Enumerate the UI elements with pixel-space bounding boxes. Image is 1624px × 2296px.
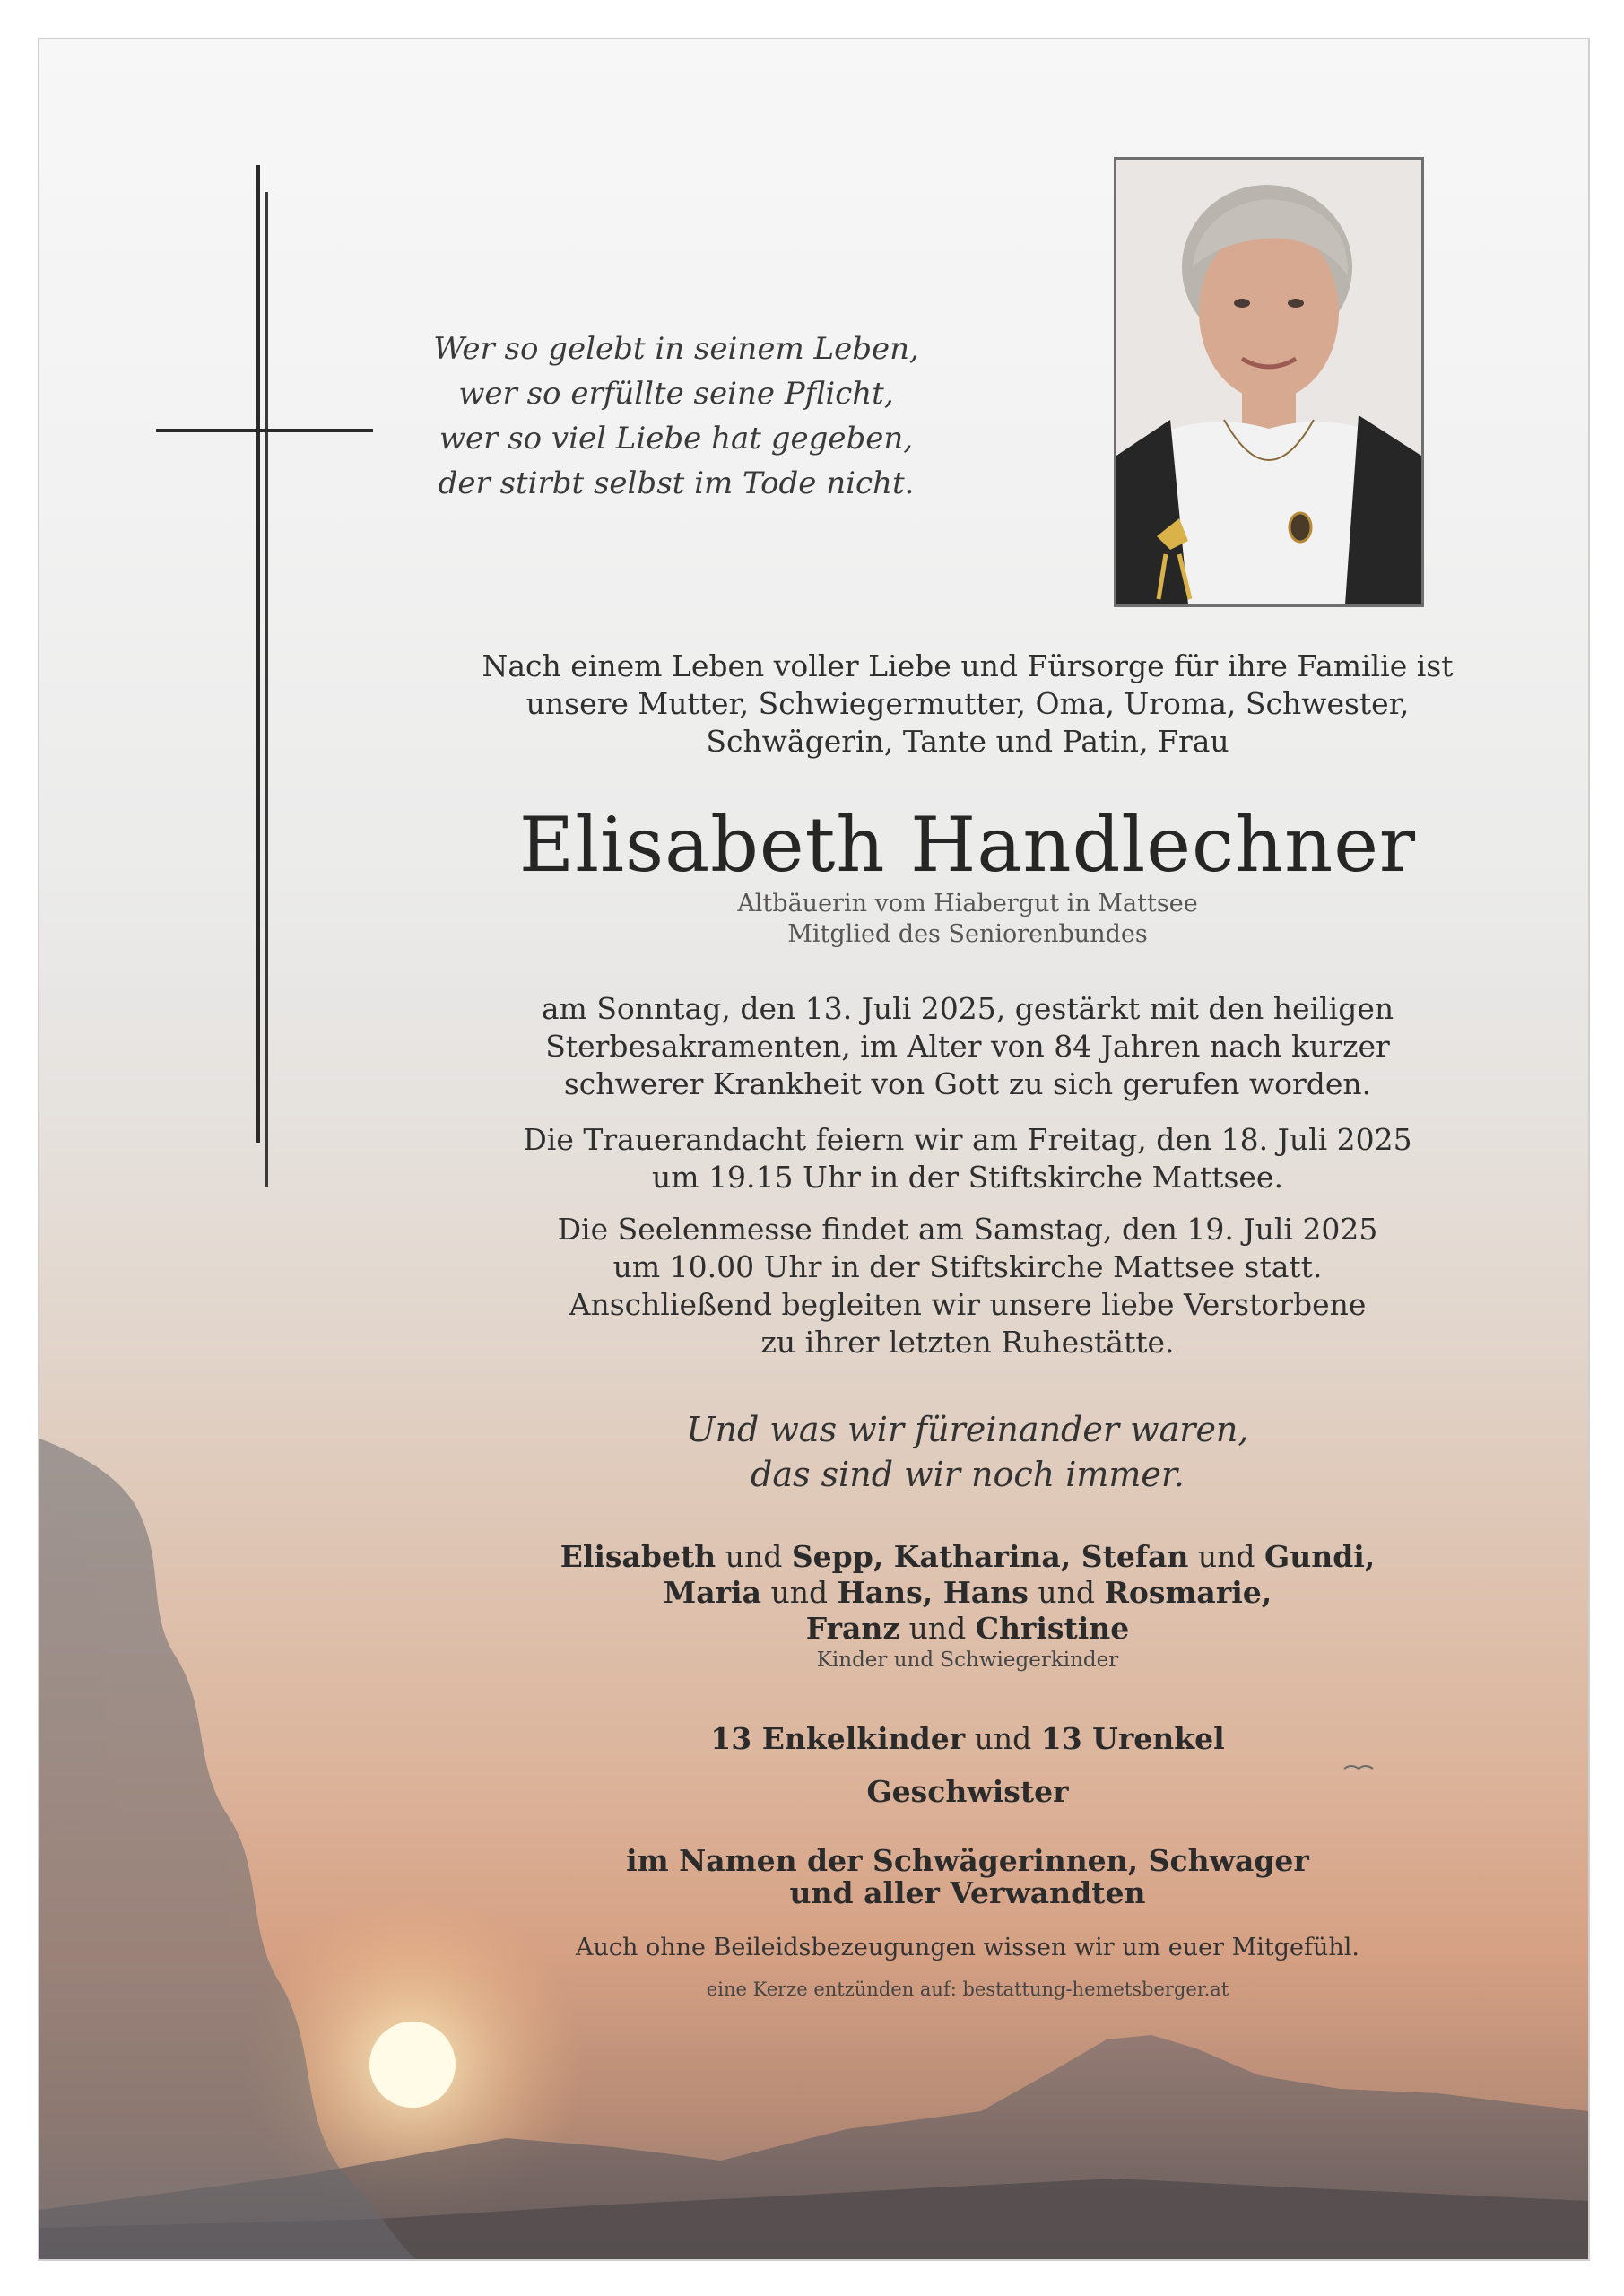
- family-name: Hans, Hans: [837, 1575, 1029, 1610]
- closing-line: das sind wir noch immer.: [751, 1455, 1185, 1494]
- intro-line: Schwägerin, Tante und Patin, Frau: [706, 724, 1229, 759]
- mass-line: zu ihrer letzten Ruhestätte.: [760, 1325, 1175, 1360]
- poem-line: wer so viel Liebe hat gegeben,: [439, 421, 914, 457]
- intro-line: unsere Mutter, Schwiegermutter, Oma, Uroma, Schwester,: [525, 686, 1410, 721]
- family-mourners: [407, 1539, 1528, 1674]
- closing-line: Und was wir füreinander waren,: [686, 1410, 1249, 1449]
- portrait-photo: [1114, 157, 1424, 607]
- family-conj: und: [770, 1575, 829, 1610]
- cross-horizontal-bar: [156, 429, 373, 432]
- family-name: Elisabeth: [560, 1539, 716, 1574]
- family-conj: und: [974, 1721, 1032, 1756]
- death-notice-line: Sterbesakramenten, im Alter von 84 Jahren nach kurzer: [545, 1029, 1390, 1064]
- cross-vertical-bar: [256, 165, 260, 1143]
- family-line: [407, 1539, 1528, 1575]
- death-notice-line: am Sonntag, den 13. Juli 2025, gestärkt mit den heiligen: [541, 991, 1394, 1026]
- family-line: [407, 1611, 1528, 1647]
- family-conj: und: [908, 1611, 967, 1646]
- family-name: Rosmarie,: [1104, 1575, 1272, 1610]
- children-caption: Kinder und Schwiegerkinder: [816, 1648, 1119, 1672]
- family-name: Gundi,: [1264, 1539, 1376, 1574]
- vigil-line: um 19.15 Uhr in der Stiftskirche Mattsee.: [652, 1160, 1283, 1195]
- poem-line: Wer so gelebt in seinem Leben,: [433, 331, 919, 367]
- bird: [1344, 1766, 1373, 1769]
- mass-line: Die Seelenmesse findet am Samstag, den 19. Juli 2025: [557, 1212, 1378, 1247]
- subtitle-line: Altbäuerin vom Hiabergut in Mattsee: [737, 890, 1198, 918]
- vigil-line: Die Trauerandacht feiern wir am Freitag, den 18. Juli 2025: [523, 1122, 1412, 1157]
- family-name: Franz: [805, 1611, 900, 1646]
- family-line: [407, 1575, 1528, 1611]
- cross-vertical-bar-shadow: [265, 192, 268, 1187]
- closing-quote: [407, 1407, 1528, 1497]
- family-conj: und: [1197, 1539, 1255, 1574]
- deceased-name: Elisabeth Handlechner: [518, 801, 1417, 889]
- death-notice-line: schwerer Krankheit von Gott zu sich gerufen worden.: [563, 1066, 1372, 1101]
- intro-text: [407, 648, 1528, 761]
- great-grandchildren-count: 13 Urenkel: [1040, 1721, 1225, 1756]
- grandchildren-count: 13 Enkelkinder: [710, 1721, 966, 1756]
- poem-line: wer so erfüllte seine Pflicht,: [458, 376, 894, 412]
- family-name: Sepp, Katharina, Stefan: [791, 1539, 1189, 1574]
- death-notice: [407, 990, 1528, 1103]
- family-conj: und: [1038, 1575, 1095, 1610]
- deceased-subtitle: [407, 889, 1528, 950]
- subtitle-line: Mitglied des Seniorenbundes: [787, 920, 1148, 948]
- grandchildren: [407, 1721, 1528, 1757]
- poem-line: der stirbt selbst im Tode nicht.: [438, 465, 915, 501]
- candle-note: eine Kerze entzünden auf: bestattung-hemetsberger.at: [706, 1979, 1229, 2000]
- relatives: [407, 1843, 1528, 1911]
- family-name: Christine: [975, 1611, 1130, 1646]
- relatives-line: im Namen der Schwägerinnen, Schwager: [626, 1843, 1309, 1878]
- family-name: Maria: [663, 1575, 761, 1610]
- mass-line: Anschließend begleiten wir unsere liebe Verstorbene: [569, 1287, 1367, 1322]
- relatives-line: und aller Verwandten: [789, 1875, 1146, 1910]
- sun: [369, 2022, 456, 2108]
- siblings: Geschwister: [866, 1774, 1069, 1809]
- mass-line: um 10.00 Uhr in der Stiftskirche Mattsee statt.: [612, 1249, 1323, 1284]
- mass-info: [407, 1211, 1528, 1361]
- obituary-card: [38, 38, 1590, 2261]
- condolence-note: Auch ohne Beileidsbezeugungen wissen wir um euer Mitgefühl.: [575, 1934, 1359, 1961]
- family-conj: und: [725, 1539, 783, 1574]
- poem: [362, 326, 990, 506]
- intro-line: Nach einem Leben voller Liebe und Fürsorge für ihre Familie ist: [482, 648, 1454, 683]
- vigil-info: [407, 1121, 1528, 1196]
